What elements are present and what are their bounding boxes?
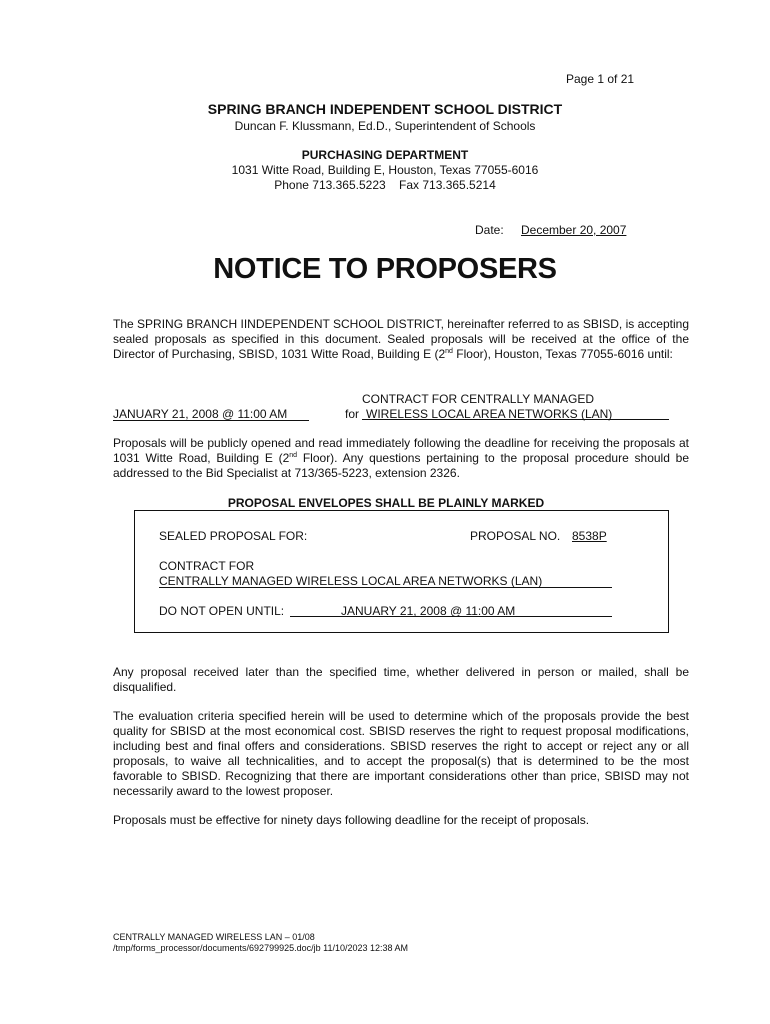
evaluation-paragraph: The evaluation criteria specified herein will be used to determine which of the proposals provide the best quality for SBISD at the most economical cost. SBISD reserves the right to request proposal modifications, including best and final offers and considerations. SBISD reserves the right to accept or reject any or all proposals, to waive all technicalities, and to accept the proposal(s) that is determined to be the most favorable to SBISD. Recognizing that there are important considerations other than price, SBISD may not necessarily award to the lowest proposer. (113, 709, 689, 798)
intro-paragraph: The SPRING BRANCH IINDEPENDENT SCHOOL DISTRICT, hereinafter referred to as SBISD, is accepting sealed proposals as specified in this document. Sealed proposals will be received at the office of the Director of Purchasing, SBISD, 1031 Witte Road, Building E (2nd Floor), Houston, Texas 77055-6016 until: (113, 317, 689, 361)
contract-for-label: CONTRACT FOR (159, 559, 255, 573)
envelope-marking-box (134, 510, 669, 633)
sealed-proposal-label: SEALED PROPOSAL FOR: (159, 529, 308, 543)
footer-line2: /tmp/forms_processor/documents/692799925.doc/jb 11/10/2023 12:38 AM (113, 943, 409, 953)
proposal-number: 8538P (572, 529, 607, 543)
for-label: for (345, 407, 360, 421)
date-value: December 20, 2007 (521, 223, 627, 237)
district-name: SPRING BRANCH INDEPENDENT SCHOOL DISTRICT (207, 101, 563, 117)
date-label: Date: (475, 223, 504, 237)
page-number: Page 1 of 21 (566, 72, 635, 86)
opening-paragraph: Proposals will be publicly opened and read immediately following the deadline for receiving the proposals at 1031 Witte Road, Building E (2nd Floor). Any questions pertaining to the proposal procedure should be addressed to the Bid Specialist at 713/365-5223, extension 2326. (113, 436, 689, 480)
late-notice-paragraph: Any proposal received later than the specified time, whether delivered in person or mailed, shall be disqualified. (113, 665, 689, 694)
contract-name: CENTRALLY MANAGED WIRELESS LOCAL AREA NETWORKS (LAN) (159, 574, 612, 588)
proposal-number-label: PROPOSAL NO. (470, 529, 561, 543)
department-address: 1031 Witte Road, Building E, Houston, Texas 77055-6016 (231, 163, 539, 177)
contract-title-line1: CONTRACT FOR CENTRALLY MANAGED (362, 392, 595, 406)
department-phone: Phone 713.365.5223 Fax 713.365.5214 (274, 178, 496, 192)
deadline-datetime: JANUARY 21, 2008 @ 11:00 AM (113, 407, 309, 421)
do-not-open-label: DO NOT OPEN UNTIL: (159, 604, 285, 618)
contract-title-line2: WIRELESS LOCAL AREA NETWORKS (LAN) (362, 407, 669, 420)
do-not-open-value: JANUARY 21, 2008 @ 11:00 AM (290, 604, 612, 617)
superintendent: Duncan F. Klussmann, Ed.D., Superintendent of Schools (234, 119, 536, 133)
footer-line1: CENTRALLY MANAGED WIRELESS LAN – 01/08 (113, 932, 315, 942)
envelope-heading: PROPOSAL ENVELOPES SHALL BE PLAINLY MARKED (227, 496, 545, 510)
effective-paragraph: Proposals must be effective for ninety days following deadline for the receipt of proposals. (113, 813, 590, 827)
page-title: NOTICE TO PROPOSERS (213, 253, 557, 285)
department-name: PURCHASING DEPARTMENT (301, 148, 469, 162)
